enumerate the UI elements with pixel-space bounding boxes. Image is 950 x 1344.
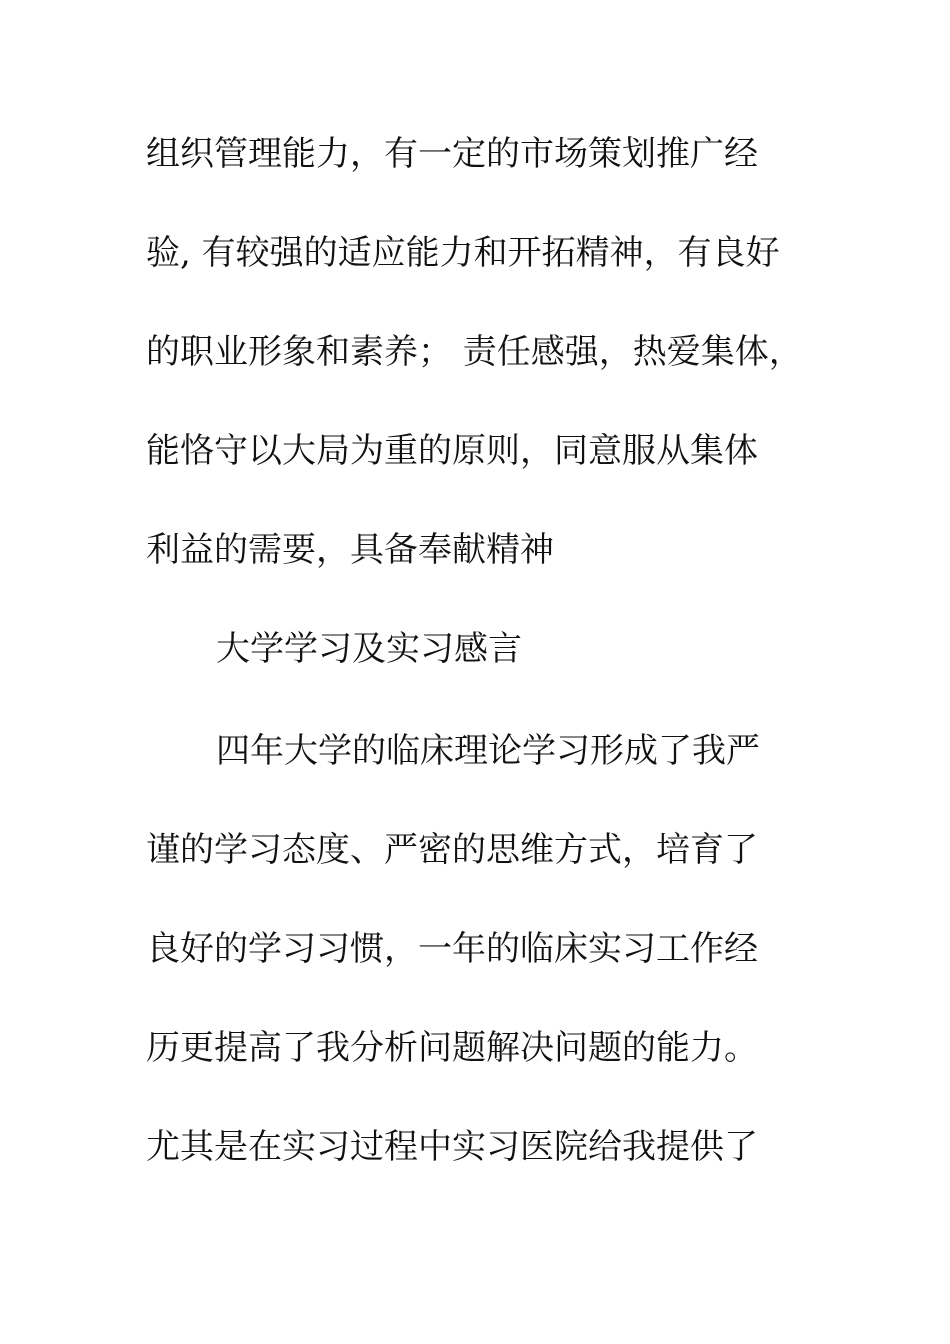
- text-line: 的职业形象和素养； 责任感强，热爱集体，: [146, 332, 803, 372]
- text-line: 良好的学习习惯，一年的临床实习工作经: [146, 929, 758, 969]
- text-line: 利益的需要，具备奉献精神: [146, 530, 554, 570]
- text-line: 能恪守以大局为重的原则，同意服从集体: [146, 431, 758, 471]
- text-line: 验, 有较强的适应能力和开拓精神，有良好: [146, 233, 780, 273]
- text-line: 组织管理能力，有一定的市场策划推广经: [146, 134, 758, 174]
- text-line: 谨的学习态度、严密的思维方式，培育了: [146, 830, 758, 870]
- text-line: 历更提高了我分析问题解决问题的能力。: [146, 1028, 758, 1068]
- text-line: 尤其是在实习过程中实习医院给我提供了: [146, 1127, 758, 1167]
- paragraph-first-line: 四年大学的临床理论学习形成了我严: [216, 731, 760, 771]
- section-heading: 大学学习及实习感言: [216, 629, 522, 669]
